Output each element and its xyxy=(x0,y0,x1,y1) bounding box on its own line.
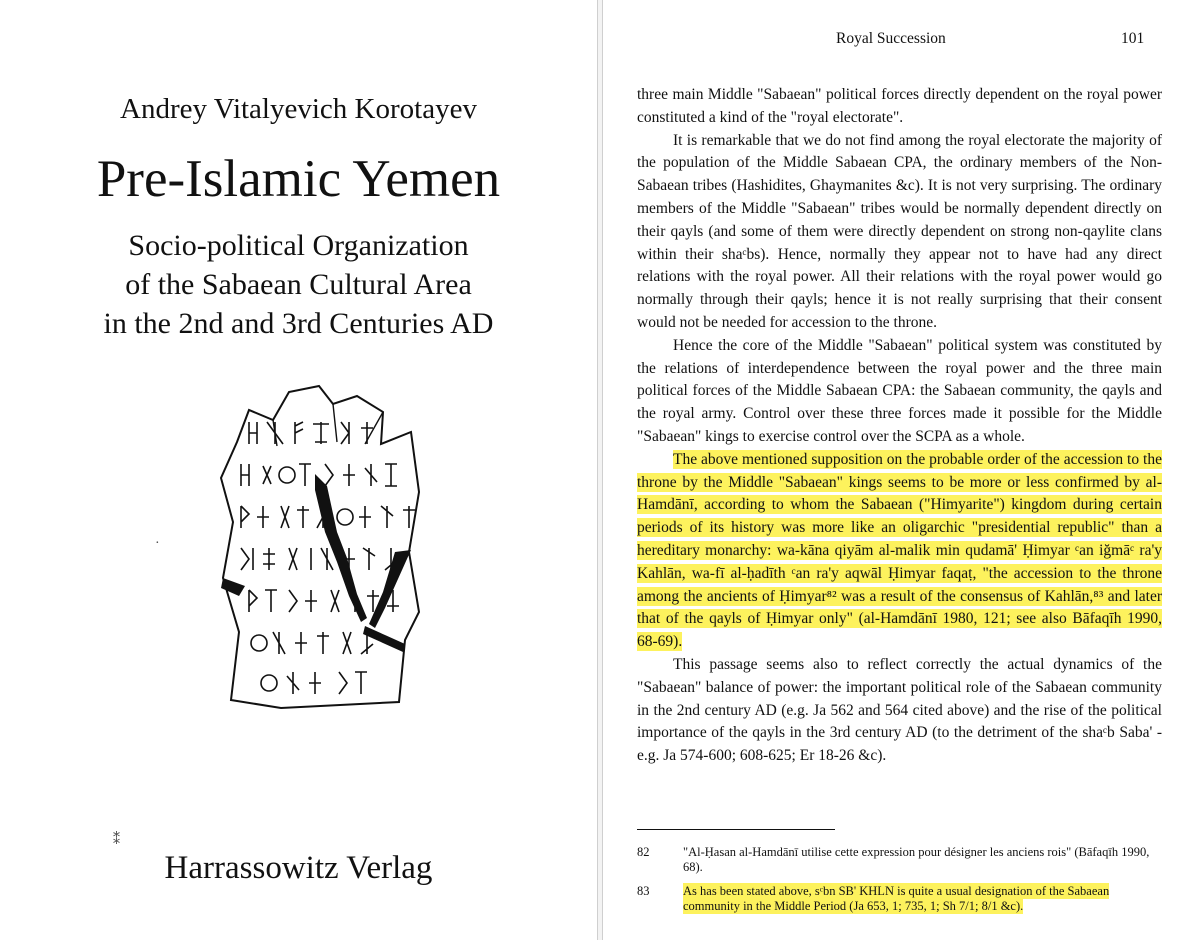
paragraph: three main Middle "Sabaean" political forces directly dependent on the royal power constituted a kind of the "royal electorate". xyxy=(637,86,1162,126)
footnote-separator xyxy=(637,829,835,830)
highlight-mark: As has been stated above, sᶜbn SB' KHLN is quite a usual designation of the Sabaean community in the Middle Period (Ja 653, 1; 735, 1; Sh 7/1; 8/1 &c). xyxy=(683,884,1110,913)
highlight-mark: The above mentioned supposition on the probable order of the accession to the throne by the Middle "Sabaean" kings seems to be more or less confirmed by al-Hamdānī, according to whom the Sabaean ("Himyarite") kingdom during certain periods of its history was more like an oligarchic "presidential republic" than a hereditary monarchy: wa-kāna qiyām al-malik min qudamā' Ḥimyar ᶜan iğmāᶜ ra'y Kahlān, wa-fī al-ḥadīth ᶜan ra'y aqwāl Ḥimyar faqaṭ, "the accession to the throne among the ancients of Ḥimyar⁸² was a result of the consensus of Kahlān,⁸³ and later that of the qayls of Ḥimyar only" (al-Hamdānī 1980, 121; see also Bāfaqīh 1990, 68-69). xyxy=(637,450,1162,651)
subtitle-line: in the 2nd and 3rd Centuries AD xyxy=(103,307,494,340)
footnote-text xyxy=(683,884,1162,914)
book-title: Pre-Islamic Yemen xyxy=(96,150,501,208)
book-subtitle xyxy=(0,226,597,343)
footnote-text: "Al-Ḥasan al-Hamdānī utilise cette expression pour désigner les anciens rois" (Bāfaqīh 1990, 68). xyxy=(683,845,1150,874)
page-body-text xyxy=(637,84,1162,768)
stela-crack xyxy=(369,550,411,628)
scan-speck: · xyxy=(155,536,160,551)
scan-speck: ⁑ xyxy=(113,833,120,848)
footnote xyxy=(637,845,1162,875)
footnote-number: 83 xyxy=(637,884,650,898)
stela-crack xyxy=(221,578,245,596)
paragraph: This passage seems also to reflect correctly the actual dynamics of the "Sabaean" balance of power: the important political role of the Sabaean community in the 2nd century AD (e.g. Ja 562 and 564 cited above) and the rise of the political importance of the qayls in the 3rd century AD (to the detriment of the shaᶜb Saba' - e.g. Ja 574-600; 608-625; Er 18-26 &c). xyxy=(637,655,1162,765)
footnote-number: 82 xyxy=(637,845,650,859)
stela-crack xyxy=(315,474,367,622)
author-name: Andrey Vitalyevich Korotayev xyxy=(120,93,477,125)
paragraph: Hence the core of the Middle "Sabaean" political system was constituted by the relations of interdependence between the royal power and the three main political forces of the Middle Sabaean CPA: the Sabaean community, the qayls and the royal army. Control over these three forces made it possible for the Middle "Sabaean" kings to exercise control over the SCPA as a whole. xyxy=(637,336,1162,445)
title-page xyxy=(0,0,597,940)
publisher-name: Harrassowitz Verlag xyxy=(164,850,433,886)
running-head: Royal Succession xyxy=(836,30,946,47)
page-number: 101 xyxy=(1121,30,1145,47)
highlighted-paragraph xyxy=(637,449,1162,654)
inscription-stela-illustration xyxy=(215,382,425,712)
footnote xyxy=(637,884,1162,914)
stela-outline xyxy=(221,386,419,708)
subtitle-line: of the Sabaean Cultural Area xyxy=(125,268,472,301)
paragraph: It is remarkable that we do not find among the royal electorate the majority of the population of the Middle Sabaean CPA, the ordinary members of the Non-Sabaean tribes (Hashidites, Ghaymanites &c). It is not very surprising. The ordinary members of the Middle "Sabaean" tribes would be normally dependent directly on their qayls (and some of them were directly dependent on strong non-qaylite clans within their shaᶜbs). Hence, normally they appear not to have had any direct relations with the royal power. All their relations with the royal power would go normally through their qayls; hence it is not really surprising that their consent would not be needed for accession to the throne. xyxy=(637,131,1162,331)
subtitle-line: Socio-political Organization xyxy=(128,229,469,262)
